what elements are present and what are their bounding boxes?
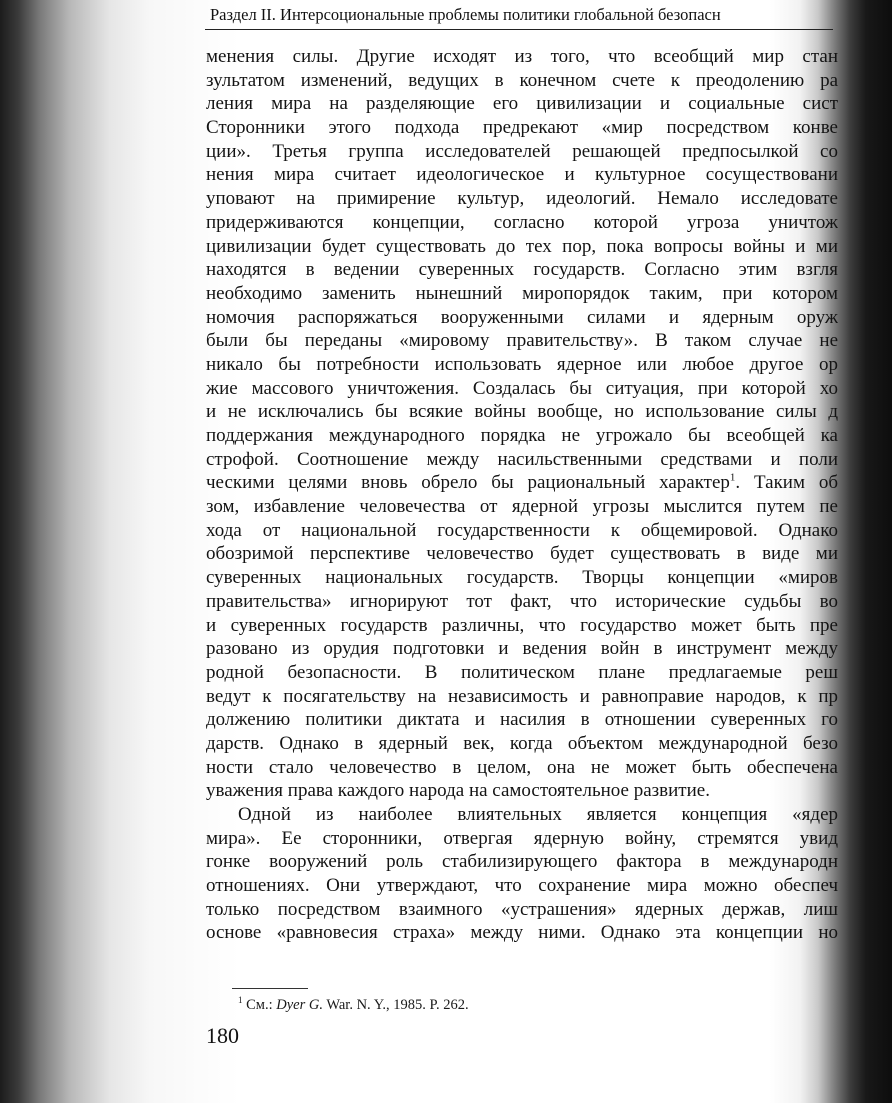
text-line: необходимо заменить нынешний миропорядок таким, при котором [206,282,838,304]
text-line: правительства» игнорируют тот факт, что исторические судьбы во [206,590,838,612]
footnote-marker: 1 [729,472,736,485]
text-line: ности стало человечество в целом, она не может быть обеспечена [206,756,838,778]
text-line: зультатом изменений, ведущих в конечном счете к преодолению ра [206,69,838,91]
text-line: придерживаются концепции, согласно которой угроза уничтож [206,211,838,233]
header-rule [205,29,833,30]
text-line: цивилизации будет существовать до тех пор, пока вопросы войны и ми [206,235,838,257]
text-line: находятся в ведении суверенных государств. Согласно этим взгля [206,259,838,281]
text-segment: . Таким об [735,472,838,494]
text-line: нения мира считает идеологическое и культурное сосуществовани [206,164,838,186]
paragraph-start-line: Одной из наиболее влиятельных является концепция «ядер [238,804,838,825]
text-line: хода от национальной государственности к общемировой. Однако [206,519,838,541]
text-line: родной безопасности. В политическом плане предлагаемые реш [206,661,838,683]
footnote [238,997,469,1014]
page-number: 180 [206,1023,239,1048]
text-line: дарств. Однако в ядерный век, когда объектом международной безо [206,732,838,754]
text-line: должению политики диктата и насилия в отношении суверенных го [206,709,838,731]
text-line: основе «равновесия страха» между ними. Однако эта концепции но [206,922,838,944]
text-line: номочия распоряжаться вооруженными силами и ядерным оруж [206,306,838,328]
text-line: поддержания международного порядка не угрожало бы всеобщей ка [206,425,838,446]
text-line: и суверенных государств различны, что государство может быть пре [206,614,838,636]
footnote-author: Dyer G. [276,997,323,1013]
text-line: мира». Ее сторонники, отвергая ядерную войну, стремятся увид [206,827,838,849]
text-line: менения силы. Другие исходят из того, что всеобщий мир стан [206,46,838,67]
text-line-with-footnote [206,471,838,495]
text-line: были бы переданы «мировому правительству». В таком случае не [206,330,838,352]
footnote-rule [232,988,308,989]
footnote-source: War. N. Y., 1985. P. 262. [322,997,469,1013]
text-line: ведут к посягательству на независимость и равноправие народов, к пр [206,685,838,707]
text-line: Сторонники этого подхода предрекают «мир посредством конве [206,117,838,139]
text-line: обозримой перспективе человечество будет существовать в виде ми [206,543,838,565]
footnote-prefix: См.: [246,997,277,1013]
footnote-number: 1 [238,995,243,1006]
body-text [206,45,838,945]
text-line: никало бы потребности использовать ядерное или любое другое ор [206,353,838,375]
paragraph-end-line: уважения права каждого народа на самостоятельное развитие. [206,780,710,802]
text-line: гонке вооружений роль стабилизирующего фактора в международн [206,851,838,873]
running-header: Раздел II. Интерсоциональные проблемы политики глобальной безопасн [210,5,721,24]
text-line: зом, избавление человечества от ядерной угрозы мыслится путем пе [206,496,838,518]
text-line: строфой. Соотношение между насильственными средствами и поли [206,448,838,470]
text-segment: ческими целями вновь обрело бы рациональный характер [206,472,730,494]
text-line: суверенных национальных государств. Творцы концепции «миров [206,567,838,589]
text-line: жие массового уничтожения. Создалась бы ситуация, при которой хо [206,377,838,399]
text-line: уповают на примирение культур, идеологий. Немало исследовате [206,188,838,210]
text-line: и не исключались бы всякие войны вообще, но использование силы д [206,401,838,423]
text-line: ления мира на разделяющие его цивилизации и социальные сист [206,93,838,115]
text-line: ции». Третья группа исследователей решающей предпосылкой со [206,140,838,162]
text-line: только посредством взаимного «устрашения» ядерных держав, лиш [206,898,838,920]
text-line: отношениях. Они утверждают, что сохранение мира можно обеспеч [206,875,838,897]
text-line: разовано из орудия подготовки и ведения войн в инструмент между [206,638,838,660]
